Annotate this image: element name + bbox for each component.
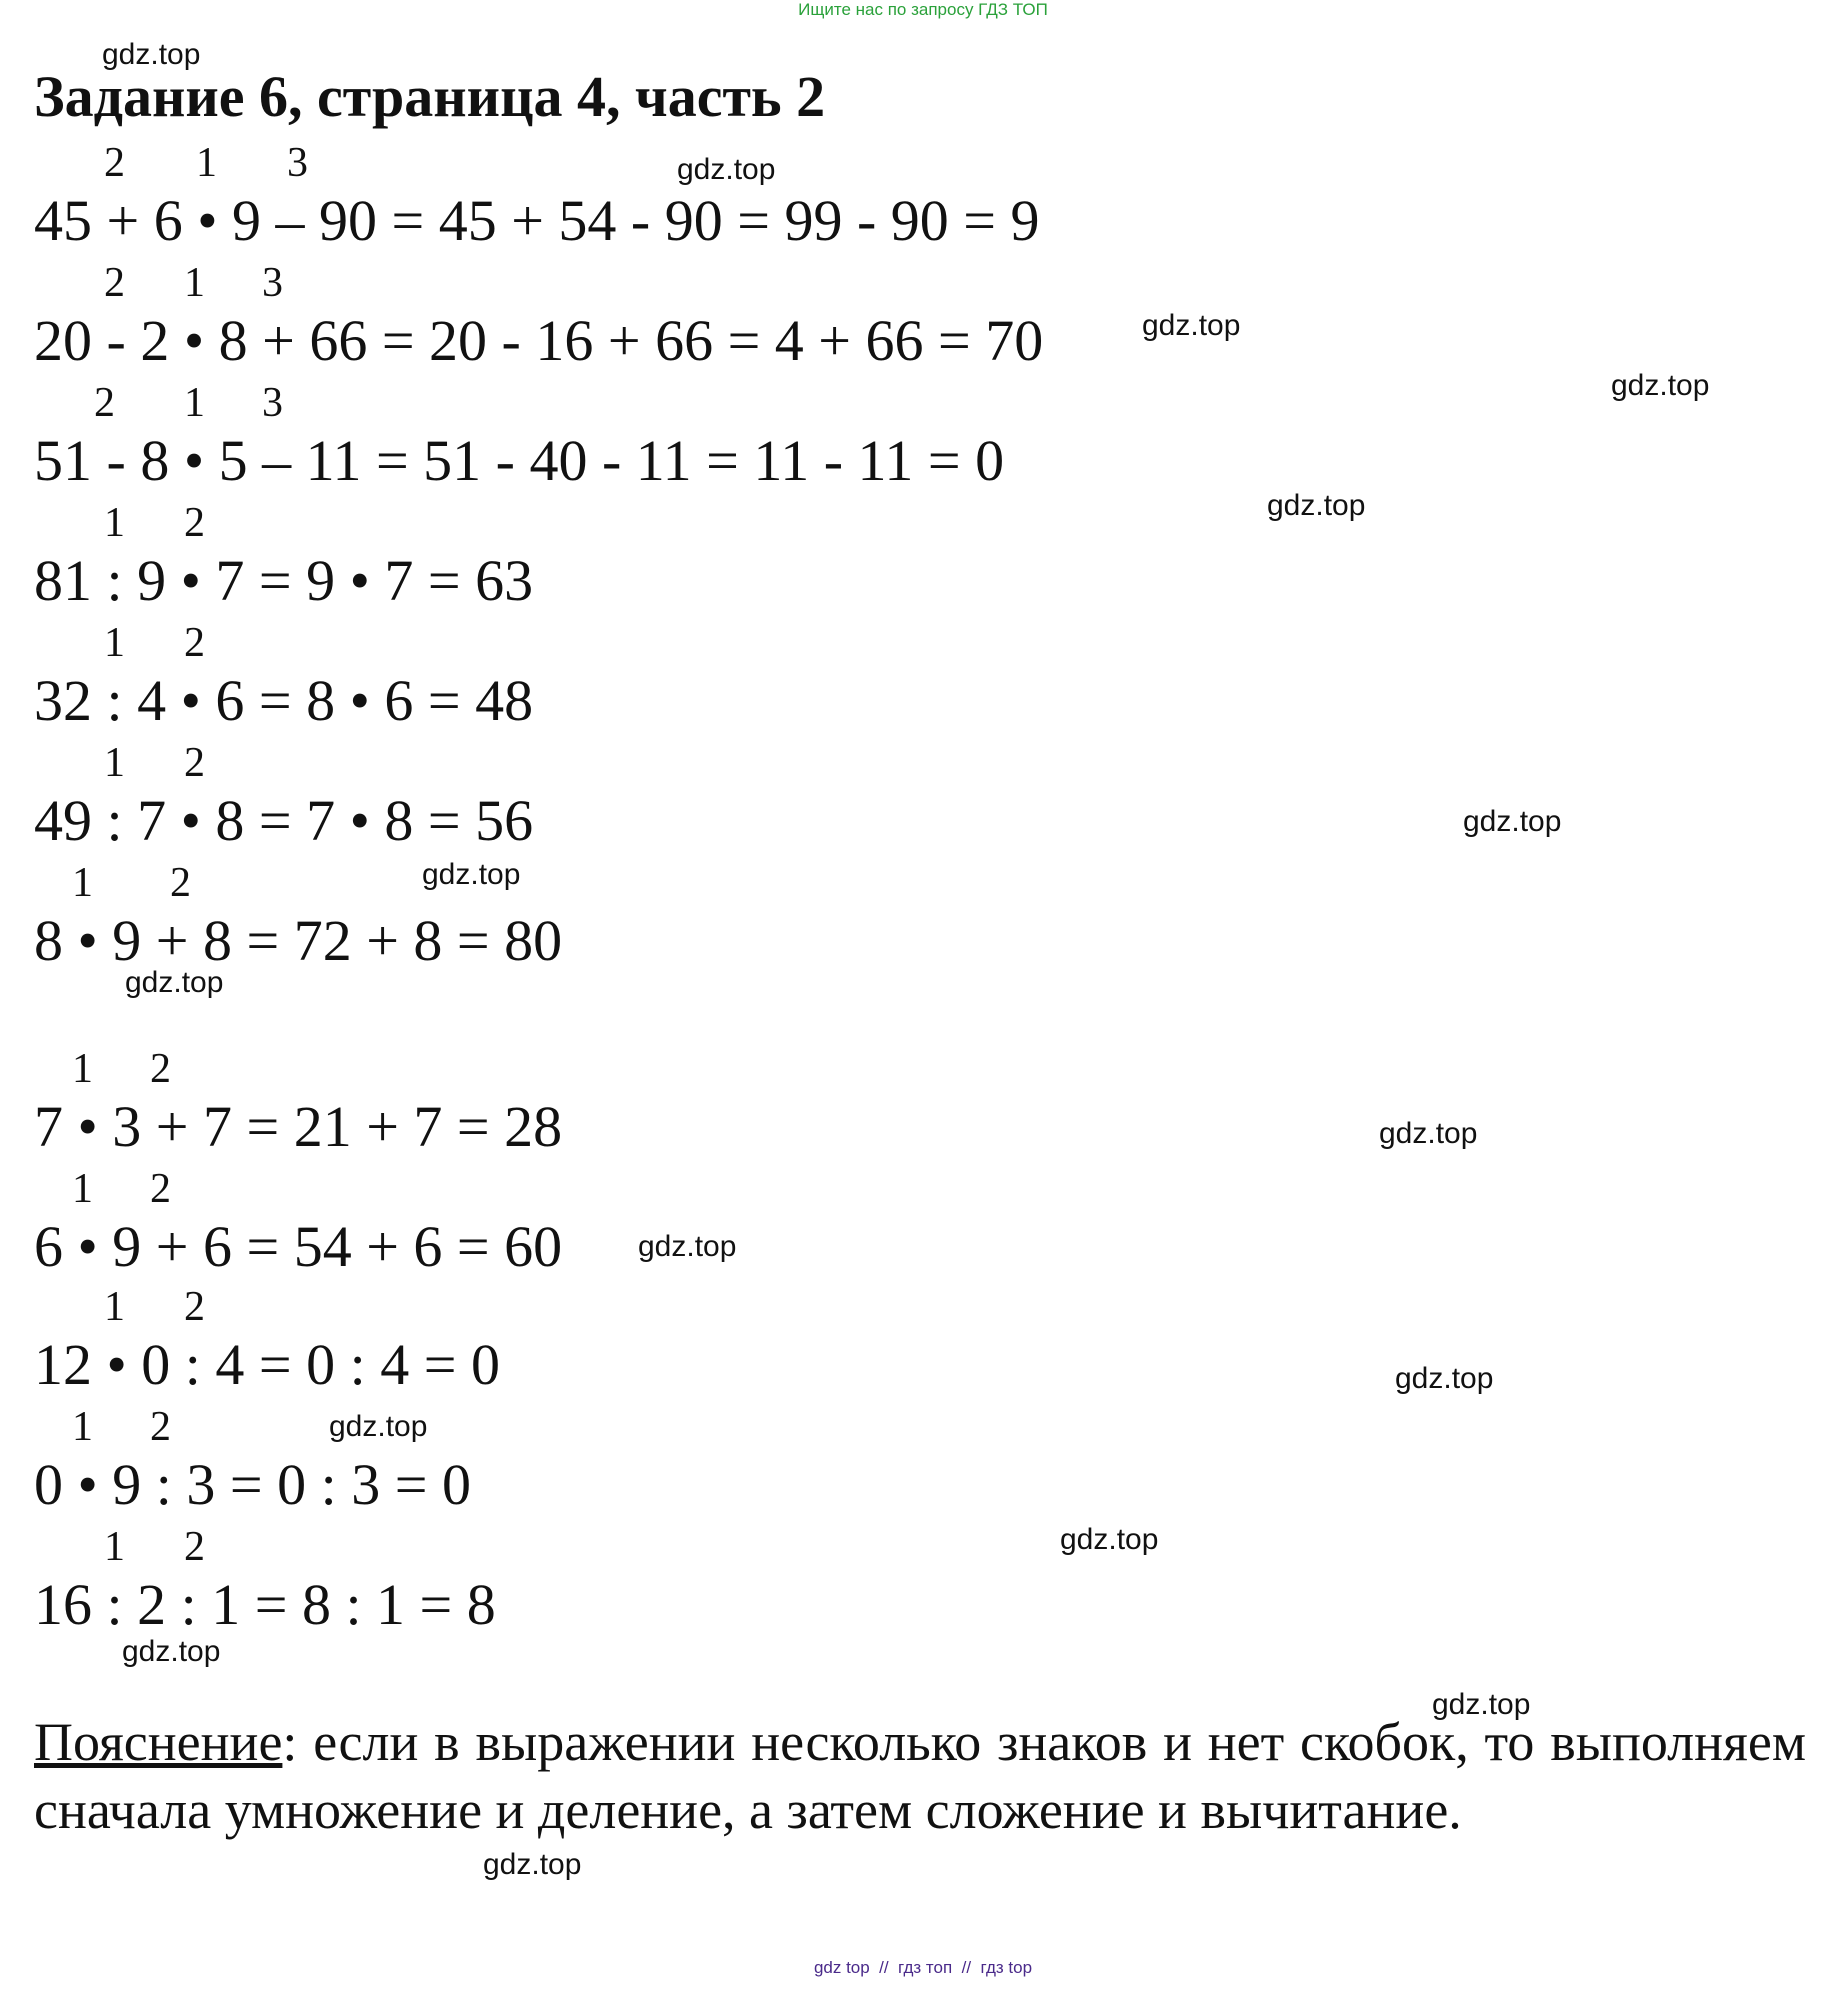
order-number: 2 — [94, 380, 115, 426]
order-number: 1 — [72, 1404, 93, 1450]
order-number: 2 — [170, 860, 191, 906]
order-number: 2 — [150, 1046, 171, 1092]
watermark: gdz.top — [122, 1635, 221, 1668]
top-banner: Ищите нас по запросу ГДЗ ТОП — [798, 0, 1048, 19]
order-number: 1 — [196, 140, 217, 186]
order-number: 3 — [262, 260, 283, 306]
order-number: 2 — [184, 1284, 205, 1330]
order-number: 1 — [184, 260, 205, 306]
equation: 51 - 8 • 5 – 11 = 51 - 40 - 11 = 11 - 11 = 0 — [34, 428, 1005, 493]
order-number: 1 — [104, 1284, 125, 1330]
watermark: gdz.top — [102, 38, 201, 71]
page-title: Задание 6, страница 4, часть 2 — [34, 64, 826, 129]
watermark: gdz.top — [1432, 1688, 1531, 1721]
order-number: 2 — [184, 740, 205, 786]
explanation-paragraph — [34, 1708, 1806, 1844]
equation: 7 • 3 + 7 = 21 + 7 = 28 — [34, 1094, 563, 1159]
watermark: gdz.top — [422, 858, 521, 891]
equation: 20 - 2 • 8 + 66 = 20 - 16 + 66 = 4 + 66 = 70 — [34, 308, 1044, 373]
order-number: 1 — [72, 1166, 93, 1212]
equation: 81 : 9 • 7 = 9 • 7 = 63 — [34, 548, 534, 613]
watermark: gdz.top — [1611, 369, 1710, 402]
order-number: 1 — [104, 620, 125, 666]
order-number: 1 — [104, 500, 125, 546]
order-number: 1 — [104, 1524, 125, 1570]
explanation-text: : если в выражении несколько знаков и нет скобок, то выполняем сначала умножение и деление, а затем сложение и вычитание. — [34, 1712, 1806, 1840]
order-number: 2 — [150, 1166, 171, 1212]
equation: 0 • 9 : 3 = 0 : 3 = 0 — [34, 1452, 471, 1517]
watermark: gdz.top — [1395, 1362, 1494, 1395]
order-number: 2 — [104, 260, 125, 306]
order-number: 3 — [287, 140, 308, 186]
order-number: 2 — [184, 500, 205, 546]
order-number: 2 — [104, 140, 125, 186]
order-number: 2 — [184, 1524, 205, 1570]
order-number: 1 — [72, 860, 93, 906]
equation: 16 : 2 : 1 = 8 : 1 = 8 — [34, 1572, 496, 1637]
equation: 45 + 6 • 9 – 90 = 45 + 54 - 90 = 99 - 90 = 9 — [34, 188, 1040, 253]
explanation-label: Пояснение — [34, 1712, 283, 1772]
footer-links: gdz top // гдз топ // гдз top — [813, 1958, 1033, 1977]
equation: 6 • 9 + 6 = 54 + 6 = 60 — [34, 1214, 563, 1279]
equation: 49 : 7 • 8 = 7 • 8 = 56 — [34, 788, 534, 853]
order-number: 2 — [184, 620, 205, 666]
watermark: gdz.top — [125, 966, 224, 999]
watermark: gdz.top — [1142, 309, 1241, 342]
watermark: gdz.top — [1060, 1523, 1159, 1556]
watermark: gdz.top — [1463, 805, 1562, 838]
order-number: 2 — [150, 1404, 171, 1450]
watermark: gdz.top — [638, 1230, 737, 1263]
watermark: gdz.top — [677, 153, 776, 186]
equation: 12 • 0 : 4 = 0 : 4 = 0 — [34, 1332, 500, 1397]
order-number: 1 — [184, 380, 205, 426]
order-number: 1 — [72, 1046, 93, 1092]
equation: 8 • 9 + 8 = 72 + 8 = 80 — [34, 908, 563, 973]
order-number: 3 — [262, 380, 283, 426]
watermark: gdz.top — [329, 1410, 428, 1443]
watermark: gdz.top — [1379, 1117, 1478, 1150]
equation: 32 : 4 • 6 = 8 • 6 = 48 — [34, 668, 534, 733]
order-number: 1 — [104, 740, 125, 786]
watermark: gdz.top — [1267, 489, 1366, 522]
watermark: gdz.top — [483, 1848, 582, 1881]
